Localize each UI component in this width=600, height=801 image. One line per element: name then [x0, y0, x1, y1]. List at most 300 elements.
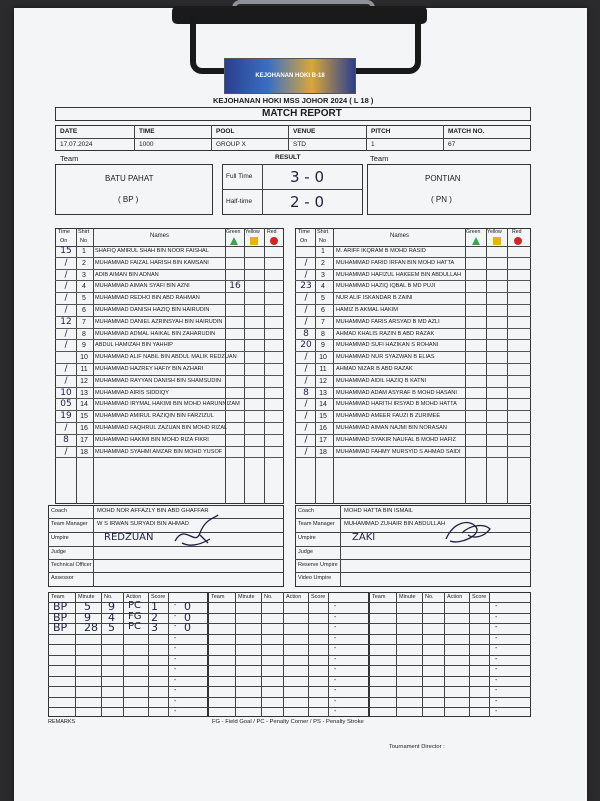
goal-score-home: 1 — [151, 600, 158, 613]
roster-row — [55, 376, 284, 388]
grid-line — [369, 676, 531, 677]
roster-row — [295, 246, 531, 258]
roster-row — [55, 423, 284, 435]
home-shirt-header: Shirt — [78, 229, 90, 235]
score-dash: - — [495, 676, 498, 684]
roster-row — [295, 329, 531, 341]
grid-line — [369, 602, 531, 603]
grid-line — [369, 634, 531, 635]
roster-row — [295, 340, 531, 352]
shirt-number: 3 — [321, 271, 325, 279]
away-coach-name: MOHD HATTA BIN ISMAIL — [344, 508, 414, 514]
home-tech-label: Technical Officer — [51, 562, 92, 568]
time-on: / — [64, 375, 68, 386]
grid-line — [208, 634, 369, 635]
roster-row — [295, 423, 531, 435]
shirt-number: 10 — [80, 354, 88, 362]
grid-line — [208, 676, 369, 677]
player-name: MUHAMMAD HAZIQ IQBAL B MD PUJI — [336, 283, 436, 290]
time-value: 1000 — [139, 141, 154, 148]
player-name: MUHAMMAD RAYYAN DANISH BIN SHAMSUDIN — [95, 377, 221, 384]
time-on: / — [304, 364, 308, 374]
away-red-header: Red — [512, 229, 522, 235]
score-dash: - — [174, 697, 177, 705]
home-team-label: Team — [60, 154, 79, 163]
grid-line — [48, 707, 208, 708]
player-name: MUHAMMAD ALIF NABIL BIN ABDUL MALIK REDZUAN — [95, 354, 237, 361]
half-time-score: 2 - 0 — [290, 193, 325, 211]
score-dash: - — [334, 708, 337, 715]
goal-shirt-number: 4 — [108, 610, 115, 624]
green-card-icon — [472, 237, 480, 245]
shirt-number: 17 — [319, 436, 327, 444]
roster-row — [295, 305, 531, 317]
score-dash: - — [334, 603, 337, 610]
full-time-label: Full Time — [226, 173, 253, 180]
result-label: RESULT — [275, 154, 301, 161]
player-name: MUHAMMAD FARID IRFAN BIN MOHD HATTA — [336, 259, 455, 266]
score-dash: - — [174, 676, 177, 684]
home-coach-name: MOHD NOR AFFAZLY BIN ABD GHAFFAR — [97, 508, 209, 514]
yellow-card-icon — [250, 237, 258, 245]
goals-no-header: No. — [104, 594, 113, 600]
match-no-value: 67 — [448, 141, 456, 148]
goal-action: FG — [128, 610, 142, 622]
player-name: MUHAMMAD FAHMY MURSYID S AHMAD SAIDI — [336, 448, 461, 455]
home-judge-label: Judge — [51, 549, 66, 555]
time-on: / — [64, 364, 68, 374]
score-dash: - — [495, 613, 498, 621]
grid-line — [208, 623, 369, 624]
score-dash: - — [174, 666, 177, 673]
goals-action-header: Action — [126, 594, 142, 600]
roster-row — [295, 258, 531, 270]
time-on: 23 — [300, 281, 312, 292]
grid-line — [208, 644, 369, 645]
goals-score-header: Score — [472, 594, 487, 600]
home-on-header: On — [60, 238, 68, 244]
tournament-director-label: Tournament Director : — [389, 744, 445, 750]
match-no-label: MATCH NO. — [448, 128, 485, 135]
legend-text: FG - Field Goal / PC - Penalty Corner / PS - Penalty Stroke — [212, 719, 364, 725]
player-name: HAMIZ B AKMAL HAKIM — [336, 307, 398, 313]
grid-line — [48, 686, 208, 687]
away-team-code: ( PN ) — [431, 195, 452, 204]
time-on: / — [304, 434, 308, 445]
home-umpire-name: REDZUAN — [104, 532, 154, 543]
home-names-header: Names — [150, 233, 170, 239]
red-card-icon — [514, 237, 522, 245]
pitch-label: PITCH — [371, 128, 391, 135]
shirt-number: 8 — [82, 330, 86, 338]
grid-line — [369, 613, 531, 614]
home-coach-label: Coach — [51, 508, 67, 514]
home-manager-name: W S IRWAN SURYADI BIN AHMAD — [97, 521, 189, 527]
grid-line — [208, 665, 369, 666]
grid-line — [48, 644, 208, 645]
roster-row — [295, 399, 531, 411]
shirt-number: 13 — [80, 389, 88, 397]
time-on: / — [304, 423, 308, 433]
grid-line — [208, 655, 369, 656]
remarks-label: REMARKS — [48, 719, 76, 725]
roster-row — [295, 270, 531, 282]
goals-score-header: Score — [151, 594, 166, 600]
player-name: MUHAMMAD HAKIMI BIN MOHD RIZA FIKRI — [95, 436, 209, 443]
goal-score-home: 3 — [151, 621, 158, 634]
score-dash: - — [334, 666, 337, 673]
score-dash: - — [174, 602, 177, 609]
red-card-icon — [270, 237, 278, 245]
score-dash: - — [174, 708, 177, 715]
away-on-header: On — [300, 238, 308, 244]
roster-row — [295, 293, 531, 305]
shirt-number: 5 — [82, 295, 86, 303]
player-name: MUHAMMAD HAZREY HAFIY BIN AZHARI — [95, 366, 204, 372]
grid-line — [208, 602, 369, 603]
shirt-number: 18 — [319, 448, 327, 456]
pool-value: GROUP X — [216, 141, 246, 148]
score-dash: - — [334, 697, 337, 705]
home-red-header: Red — [267, 229, 277, 235]
shirt-number: 6 — [321, 307, 325, 314]
time-on: / — [304, 411, 308, 422]
goals-no-header: No. — [264, 594, 273, 600]
goal-minute: 28 — [84, 621, 98, 634]
player-name: MUHAMMAD AIMAN NAJMI BIN NORASAN — [336, 425, 447, 431]
shirt-number: 16 — [319, 425, 327, 432]
player-name: MUHAMMAD AMEER FAUZI B ZURIMEE — [336, 413, 441, 420]
roster-row — [295, 281, 531, 293]
score-dash: - — [334, 645, 337, 652]
score-dash: - — [495, 655, 498, 663]
shirt-number: 7 — [321, 318, 325, 326]
away-no-header: No — [319, 238, 327, 244]
grid-line — [208, 613, 369, 614]
away-umpire-name: ZAKI — [352, 532, 376, 543]
home-yellow-header: Yellow — [245, 229, 260, 235]
time-on: / — [304, 375, 308, 386]
goals-minute-header: Minute — [238, 594, 255, 600]
player-name: MUHAMMAD SUFI HAZIKAN S ROHANI — [336, 342, 439, 349]
score-dash: - — [174, 634, 177, 642]
score-dash: - — [334, 676, 337, 684]
away-video-label: Video Umpire — [298, 575, 332, 581]
time-on: / — [304, 399, 308, 410]
shirt-number: 7 — [82, 318, 86, 326]
score-dash: - — [495, 708, 498, 715]
away-judge-label: Judge — [298, 549, 313, 555]
roster-row — [55, 258, 284, 270]
tournament-title: KEJOHANAN HOKI MSS JOHOR 2024 ( L 18 ) — [213, 96, 374, 105]
grid-line — [369, 697, 531, 698]
goal-score-home: 2 — [151, 610, 158, 624]
score-dash: - — [174, 612, 177, 620]
date-label: DATE — [60, 128, 78, 135]
goals-team-header: Team — [51, 594, 65, 600]
time-on: / — [64, 269, 68, 280]
time-on: / — [64, 305, 68, 315]
roster-row — [295, 376, 531, 388]
shirt-number: 6 — [82, 307, 86, 314]
player-name: MUHAMMAD AMIRUL RAZIQIN BIN FARZIZUL — [95, 413, 214, 420]
goals-minute-header: Minute — [78, 594, 95, 600]
roster-row — [295, 352, 531, 364]
away-names-header: Names — [390, 233, 410, 239]
player-name: MUHAMMAD ADAM ASYRAF B MOHD HASANI — [336, 389, 457, 396]
away-umpire-label: Umpire — [298, 535, 316, 541]
player-name: ABDUL HAMIZAH BIN YAHHIP — [95, 342, 173, 349]
goals-team-header: Team — [211, 594, 225, 600]
shirt-number: 3 — [82, 271, 86, 279]
goal-score-away: 0 — [184, 610, 191, 624]
roster-row — [295, 388, 531, 400]
player-name: MUHAMMAD SYAHMI AMZAR BIN MOHD YUSOF — [95, 448, 223, 455]
time-on: / — [304, 352, 308, 363]
score-dash: - — [495, 666, 498, 673]
shirt-number: 4 — [82, 283, 86, 291]
time-on: / — [64, 293, 68, 304]
grid-line — [48, 665, 208, 666]
shirt-number: 9 — [82, 342, 86, 350]
player-name: MUHAMMAD FAIZAL HARISH BIN KAMSANI — [95, 259, 209, 266]
player-name: MUHAMMAD NUR SYAZWAN B ELIAS — [336, 354, 435, 361]
time-on: / — [64, 257, 68, 268]
player-name: MUHAMMAD FARIS ARSYAD B MD AZLI — [336, 318, 440, 325]
away-team-box — [367, 164, 531, 215]
time-on: / — [64, 328, 68, 339]
roster-row — [55, 246, 284, 258]
player-name: MUHAMMAD REDHO BIN ABD RAHMAN — [95, 295, 200, 302]
roster-row — [295, 411, 531, 423]
home-team-code: ( BP ) — [118, 195, 139, 204]
time-on: / — [64, 281, 68, 292]
grid-line — [369, 655, 531, 656]
roster-row — [55, 388, 284, 400]
away-manager-label: Team Manager — [298, 521, 335, 527]
half-time-label: Half-time — [226, 198, 253, 205]
score-dash: - — [174, 645, 177, 652]
away-green-header: Green — [466, 229, 481, 235]
player-name: M. ARIFF IKQRAM B MOHD RASID — [336, 248, 426, 254]
goals-minute-header: Minute — [399, 594, 416, 600]
away-yellow-header: Yellow — [487, 229, 502, 235]
player-name: AHMAD KHALIS RAZIN B ABD RAZAK — [336, 330, 435, 337]
shirt-number: 13 — [319, 389, 327, 397]
grid-line — [208, 697, 369, 698]
goals-no-header: No. — [425, 594, 434, 600]
green-card-icon — [230, 237, 238, 245]
time-on: 10 — [60, 387, 72, 398]
roster-row — [55, 270, 284, 282]
goal-minute: 9 — [84, 610, 91, 624]
roster-row — [55, 364, 284, 376]
goal-action: PC — [128, 600, 142, 611]
home-team-name: BATU PAHAT — [105, 174, 154, 183]
time-on: / — [304, 446, 308, 457]
grid-line — [369, 686, 531, 687]
player-name: AHMAD NIZAR B ABD RAZAK — [336, 366, 413, 372]
goal-shirt-number: 5 — [108, 621, 115, 634]
player-name: MUHAMMAD FAQHRUL ZAZUAN BIN MOHD RIZAL — [95, 425, 228, 431]
player-name: MUHAMMAD AIMAN SYAFI BIN AZNI — [95, 283, 190, 290]
time-on: / — [304, 269, 308, 280]
roster-row — [55, 329, 284, 341]
score-dash: - — [495, 687, 498, 694]
time-on: 8 — [63, 434, 69, 445]
home-assessor-label: Assessor — [51, 575, 74, 581]
roster-row — [55, 447, 284, 459]
yellow-card-icon — [493, 237, 501, 245]
shirt-number: 17 — [80, 436, 88, 444]
goals-score-header: Score — [311, 594, 326, 600]
shirt-number: 16 — [80, 425, 88, 432]
grid-line — [369, 644, 531, 645]
shirt-number: 15 — [319, 413, 327, 421]
shirt-number: 9 — [321, 342, 325, 350]
shirt-number: 4 — [321, 283, 325, 291]
roster-row — [55, 281, 284, 293]
time-on: 8 — [303, 387, 309, 398]
score-dash: - — [495, 645, 498, 652]
score-dash: - — [495, 624, 498, 631]
goal-team: BP — [53, 600, 68, 613]
shirt-number: 11 — [80, 366, 88, 373]
player-name: SHAFIQ AMIRUL SHAH BIN NOOR FAISHAL — [95, 248, 209, 254]
player-name: MUHAMMAD HAFIZUL HAKEEM BIN ABDULLAH — [336, 271, 462, 278]
score-dash: - — [174, 655, 177, 663]
venue-value: STD — [293, 141, 306, 148]
goals-action-header: Action — [447, 594, 463, 600]
goal-shirt-number: 9 — [108, 600, 115, 613]
grid-line — [369, 623, 531, 624]
score-dash: - — [495, 634, 498, 642]
goal-score-away: 0 — [184, 621, 191, 634]
roster-row — [55, 352, 284, 364]
roster-row — [55, 399, 284, 411]
shirt-number: 18 — [80, 448, 88, 456]
score-dash: - — [174, 687, 177, 694]
roster-row — [55, 305, 284, 317]
time-on: / — [64, 446, 68, 457]
home-team-box — [55, 164, 213, 215]
time-label: TIME — [139, 128, 155, 135]
grid-line — [369, 707, 531, 708]
time-on: 15 — [60, 246, 72, 256]
goals-action-header: Action — [286, 594, 302, 600]
shirt-number: 12 — [319, 377, 327, 385]
home-no-header: No — [80, 238, 88, 244]
roster-row — [295, 317, 531, 329]
score-dash: - — [334, 624, 337, 631]
shirt-number: 1 — [321, 248, 325, 255]
shirt-number: 14 — [80, 401, 88, 409]
time-on: 19 — [60, 411, 72, 422]
shirt-number: 11 — [319, 366, 327, 373]
player-name: MUHAMMAD HARITH IRSYAD B MOHD HATTA — [336, 401, 457, 408]
shirt-number: 5 — [321, 295, 325, 303]
home-time-header: Time — [58, 229, 71, 235]
score-dash: - — [334, 634, 337, 642]
player-name: MUHAMMAD AIRIS SIDDIQY — [95, 389, 169, 396]
shirt-number: 1 — [82, 248, 86, 255]
roster-row — [295, 447, 531, 459]
away-reserve-label: Reserve Umpire — [298, 562, 338, 568]
player-name: MUHAMMAD DANISH HAZIQ BIN HAIRUDIN — [95, 307, 210, 313]
home-manager-label: Team Manager — [51, 521, 88, 527]
signature-home-manager — [170, 513, 230, 553]
score-dash: - — [334, 655, 337, 663]
score-dash: - — [334, 613, 337, 621]
time-on: / — [304, 293, 308, 304]
grid-line — [48, 655, 208, 656]
home-green-header: Green — [226, 229, 241, 235]
player-name: MUHAMMAD AIDIL HAZIQ B KATNI — [336, 377, 427, 384]
goals-team-header: Team — [372, 594, 386, 600]
time-on: / — [304, 305, 308, 315]
shirt-number: 15 — [80, 413, 88, 421]
away-team-label: Team — [370, 154, 389, 163]
away-coach-label: Coach — [298, 508, 314, 514]
time-on: / — [64, 423, 68, 433]
grid-line — [48, 697, 208, 698]
shirt-number: 14 — [319, 401, 327, 409]
away-time-header: Time — [298, 229, 311, 235]
shirt-number: 2 — [82, 259, 86, 267]
goal-team: BP — [53, 610, 68, 624]
goal-team: BP — [53, 621, 68, 634]
player-name: MUHAMMAD IRYMAL HAKIMI BIN MOHD HARUNNIZAM — [95, 401, 240, 408]
away-team-name: PONTIAN — [425, 174, 461, 183]
grid-line — [369, 665, 531, 666]
signature-away-manager — [440, 515, 495, 549]
roster-row — [295, 364, 531, 376]
roster-row — [55, 435, 284, 447]
goal-action: PC — [128, 621, 142, 632]
player-name: ADIB AIMAN BIN ADNAN — [95, 271, 159, 278]
score-dash: - — [495, 603, 498, 610]
player-name: MUHAMMAD DANIEL AZRINSYAH BIN HAIRUDIN — [95, 318, 223, 325]
roster-row — [55, 340, 284, 352]
shirt-number: 8 — [321, 330, 325, 338]
time-on: / — [304, 257, 308, 268]
score-dash: - — [495, 697, 498, 705]
score-dash: - — [334, 687, 337, 694]
player-name: MUHAMMAD ADMAL HAIKAL BIN ZAHARUDIN — [95, 330, 216, 337]
away-manager-name: MUHAMMAD ZUHAIR BIN ABDULLAH — [344, 521, 446, 527]
time-on: 8 — [303, 328, 309, 339]
time-on: / — [64, 340, 68, 351]
player-name: MUHAMMAD SYAKIR NAUFAL B MOHD HAFIZ — [336, 436, 456, 443]
date-value: 17.07.2024 — [60, 141, 93, 148]
time-on: 20 — [300, 340, 312, 351]
pitch-value: 1 — [371, 141, 375, 148]
player-name: NUR ALIF ISKANDAR B ZAINI — [336, 295, 413, 302]
shirt-number: 10 — [319, 354, 327, 362]
grid-line — [48, 676, 208, 677]
time-on: / — [304, 316, 308, 327]
time-on: 05 — [60, 399, 72, 410]
roster-row — [295, 435, 531, 447]
grid-line — [208, 686, 369, 687]
venue-label: VENUE — [293, 128, 316, 135]
score-dash: - — [174, 623, 177, 630]
tournament-logo: KEJOHANAN HOKI B-18 — [224, 58, 356, 94]
green-card-minute: 16 — [229, 281, 241, 292]
goal-minute: 5 — [84, 600, 91, 613]
grid-line — [208, 707, 369, 708]
full-time-score: 3 - 0 — [290, 168, 325, 186]
